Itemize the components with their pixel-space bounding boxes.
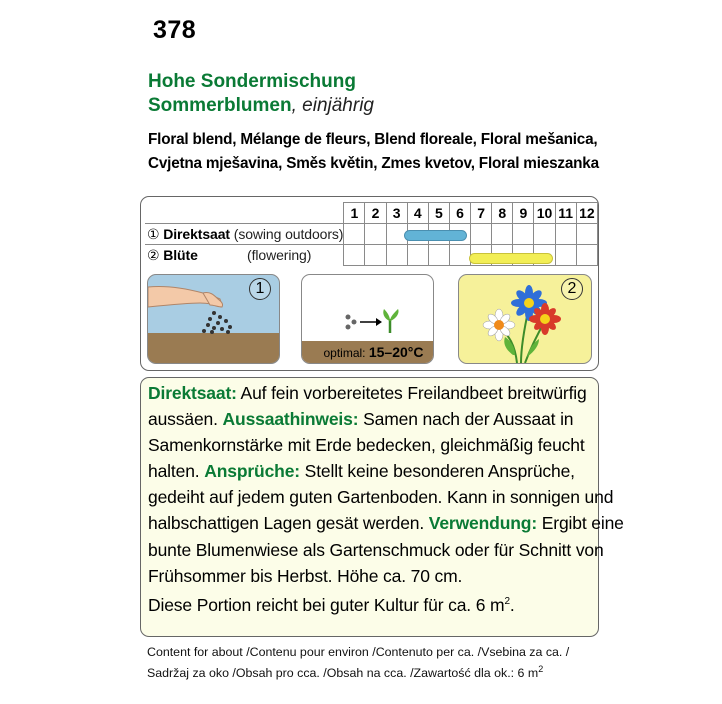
month-1: 1: [344, 203, 365, 224]
info-line-5: gedeiht auf jedem guten Gartenboden. Kann in sonnigen und: [148, 487, 614, 508]
month-7: 7: [471, 203, 492, 224]
footer-line-2: Sadržaj za oko /Obsah pro cca. /Obsah na cca. /Zawartość dla ok.: 6 $m^2$: [147, 664, 544, 681]
variety-number: 378: [153, 16, 197, 44]
month-8: 8: [492, 203, 513, 224]
month-12: 12: [576, 203, 597, 224]
subtitle-bold: Sommerblumen: [148, 95, 292, 116]
subtitle-italic: , einjährig: [291, 95, 374, 116]
info-line-7: bunte Blumenwiese als Gartenschmuck oder für Schnitt von: [148, 539, 604, 560]
info-line-8: Frühsommer bis Herbst. Höhe ca. 70 cm.: [148, 565, 463, 586]
germination-illustration: [301, 274, 434, 364]
footer-line-1: Content for about /Contenu pour environ /Contenuto per ca. /Vsebina za ca. /: [147, 645, 570, 659]
product-subtitle: [148, 94, 374, 117]
row-sowing-label: [145, 224, 344, 245]
growing-instructions: [140, 377, 624, 637]
sowing-calendar: [140, 196, 599, 371]
step-1-badge: 1: [249, 278, 271, 300]
row-flowering-title: Blüte: [163, 246, 198, 263]
optimal-temperature: [302, 341, 433, 363]
month-5: 5: [428, 203, 449, 224]
info-line-2: aussäen. Aussaathinweis: Samen nach der Aussaat in: [148, 409, 574, 430]
info-line-3: Samenkornstärke mit Erde bedecken, gleichmäßig feucht: [148, 435, 585, 456]
product-title: Hohe Sondermischung: [148, 71, 356, 92]
month-9: 9: [513, 203, 534, 224]
month-4: 4: [407, 203, 428, 224]
info-line-1: Direktsaat: Auf fein vorbereitetes Freilandbeet breitwürfig: [148, 383, 587, 403]
step-2-badge: 2: [561, 278, 583, 300]
row-sowing-note: (sowing outdoors): [233, 225, 344, 242]
row-sowing-num: ①: [147, 225, 160, 242]
names-line-2: Cvjetna mješavina, Směs květin, Zmes kvetov, Floral mieszanka: [148, 155, 599, 172]
month-3: 3: [386, 203, 407, 224]
month-2: 2: [365, 203, 386, 224]
names-line-1: Floral blend, Mélange de fleurs, Blend floreale, Floral mešanica,: [148, 131, 598, 148]
content-amount: [147, 644, 569, 682]
sowing-period-bar: [404, 230, 467, 241]
info-line-9: Diese Portion reicht bei guter Kultur für ca. 6 $m^2$.: [148, 594, 515, 615]
info-line-6: halbschattigen Lagen gesät werden. Verwendung: Ergibt eine: [148, 513, 624, 534]
row-flowering-note: (flowering): [247, 246, 312, 263]
temperature-value: 15–20°C: [368, 344, 424, 360]
optimal-label: optimal:: [323, 346, 366, 360]
calendar-corner: [145, 203, 344, 224]
row-flowering-num: ②: [147, 246, 160, 263]
flowering-illustration: [458, 274, 592, 364]
month-6: 6: [449, 203, 470, 224]
row-flowering-label: [145, 245, 344, 266]
seed-sprout-icon: [302, 275, 434, 345]
month-10: 10: [534, 203, 555, 224]
flowering-period-bar: [469, 253, 553, 264]
month-11: 11: [555, 203, 576, 224]
translated-names: [148, 128, 599, 176]
sowing-illustration: [147, 274, 280, 364]
row-sowing-title: Direktsaat: [163, 225, 230, 242]
info-line-4: halten. Ansprüche: Stellt keine besonderen Ansprüche,: [148, 461, 575, 482]
